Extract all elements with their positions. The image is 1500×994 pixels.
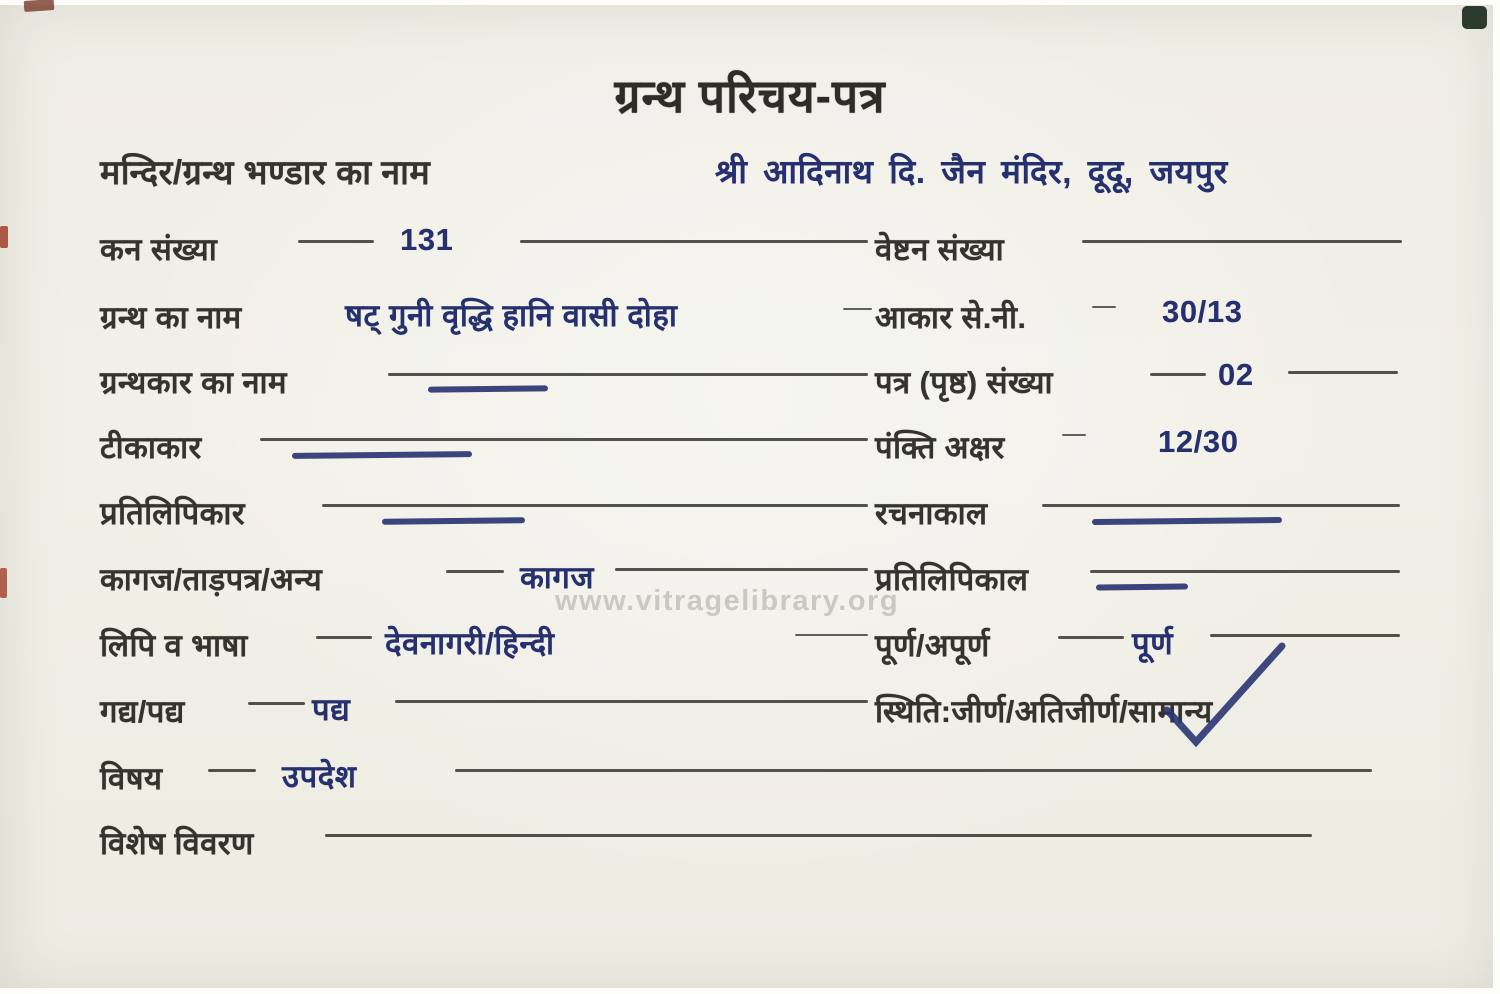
fill-line bbox=[1210, 634, 1400, 637]
field-label-pratilipikal: प्रतिलिपिकाल bbox=[875, 562, 1029, 597]
field-value-vishay: उपदेश bbox=[282, 759, 357, 794]
fill-line bbox=[260, 438, 868, 441]
field-label-veshtan-sankhya: वेष्टन संख्या bbox=[875, 232, 1005, 267]
field-label-granthkar: ग्रन्थकार का नाम bbox=[100, 365, 287, 400]
fill-line bbox=[1082, 240, 1402, 243]
field-label-lipi-bhasha: लिपि व भाषा bbox=[100, 628, 248, 663]
field-label-tikakar: टीकाकार bbox=[100, 430, 202, 465]
pen-stroke bbox=[1096, 584, 1188, 591]
field-value-purn-apurn: पूर्ण bbox=[1132, 626, 1174, 661]
field-label-sthiti: स्थिति:जीर्ण/अतिजीर्ण/सामान्य bbox=[875, 694, 1213, 729]
fill-line bbox=[795, 634, 868, 636]
field-label-purn-apurn: पूर्ण/अपूर्ण bbox=[875, 628, 990, 663]
field-label-pankti-akshar: पंक्ति अक्षर bbox=[875, 430, 1005, 465]
scan-edge bbox=[0, 0, 1500, 5]
fill-line bbox=[388, 373, 868, 376]
field-value-pankti-akshar: 12/30 bbox=[1158, 424, 1239, 459]
field-label-gadya-padya: गद्य/पद्य bbox=[100, 694, 185, 729]
fill-line bbox=[325, 834, 1312, 837]
scan-artifact bbox=[24, 0, 55, 12]
field-value-kagaj: कागज bbox=[520, 560, 595, 595]
fill-line bbox=[316, 636, 372, 639]
scan-edge bbox=[1493, 0, 1500, 994]
field-value-bhandar-name: श्री आदिनाथ दि. जैन मंदिर, दूदू, जयपुर bbox=[715, 153, 1228, 190]
field-label-patra-sankhya: पत्र (पृष्ठ) संख्या bbox=[875, 365, 1053, 400]
fill-line bbox=[1090, 570, 1400, 573]
fill-line bbox=[208, 769, 256, 772]
field-value-lipi-bhasha: देवनागरी/हिन्दी bbox=[385, 626, 555, 661]
field-label-aakar: आकार से.नी. bbox=[875, 300, 1027, 335]
field-value-aakar: 30/13 bbox=[1162, 294, 1243, 329]
fill-line bbox=[520, 240, 868, 243]
pen-stroke bbox=[292, 451, 472, 459]
pen-stroke bbox=[428, 385, 548, 392]
fill-line bbox=[395, 700, 868, 703]
scan-artifact bbox=[0, 226, 8, 248]
pen-stroke bbox=[1092, 517, 1282, 525]
watermark: www.vitragelibrary.org bbox=[555, 585, 900, 617]
scan-edge bbox=[0, 988, 1500, 994]
fill-line bbox=[455, 769, 1372, 772]
page-title: ग्रन्थ परिचय-पत्र bbox=[614, 70, 886, 122]
fill-line bbox=[1288, 371, 1398, 374]
fill-line bbox=[298, 240, 374, 243]
fill-line bbox=[615, 568, 868, 571]
fill-line bbox=[1150, 373, 1206, 376]
field-value-granth-name: षट् गुनी वृद्धि हानि वासी दोहा bbox=[345, 298, 678, 333]
check-mark-icon bbox=[1160, 642, 1290, 754]
field-label-kram-sankhya: कन संख्या bbox=[100, 232, 218, 267]
scan-artifact bbox=[1462, 6, 1487, 29]
pen-stroke bbox=[382, 517, 525, 524]
field-label-granth-name: ग्रन्थ का नाम bbox=[100, 300, 242, 335]
fill-line bbox=[1062, 434, 1086, 436]
field-value-patra-sankhya: 02 bbox=[1218, 357, 1254, 392]
field-label-pratilipikar: प्रतिलिपिकार bbox=[100, 496, 245, 531]
fill-line bbox=[1058, 636, 1124, 639]
fill-line bbox=[248, 702, 305, 705]
field-label-bhandar-name: मन्दिर/ग्रन्थ भण्डार का नाम bbox=[100, 154, 431, 192]
field-label-rachnakal: रचनाकाल bbox=[875, 496, 988, 531]
fill-line bbox=[1092, 306, 1116, 308]
fill-line bbox=[1042, 504, 1400, 507]
field-value-kram-sankhya: 131 bbox=[400, 222, 454, 257]
field-value-gadya-padya: पद्य bbox=[312, 692, 351, 727]
fill-line bbox=[843, 308, 872, 310]
fill-line bbox=[322, 504, 868, 507]
fill-line bbox=[446, 570, 504, 573]
field-label-kagaj: कागज/ताड़पत्र/अन्य bbox=[100, 562, 323, 597]
field-label-vishesh-vivran: विशेष विवरण bbox=[100, 826, 254, 861]
scan-artifact bbox=[0, 568, 7, 598]
field-label-vishay: विषय bbox=[100, 761, 163, 796]
